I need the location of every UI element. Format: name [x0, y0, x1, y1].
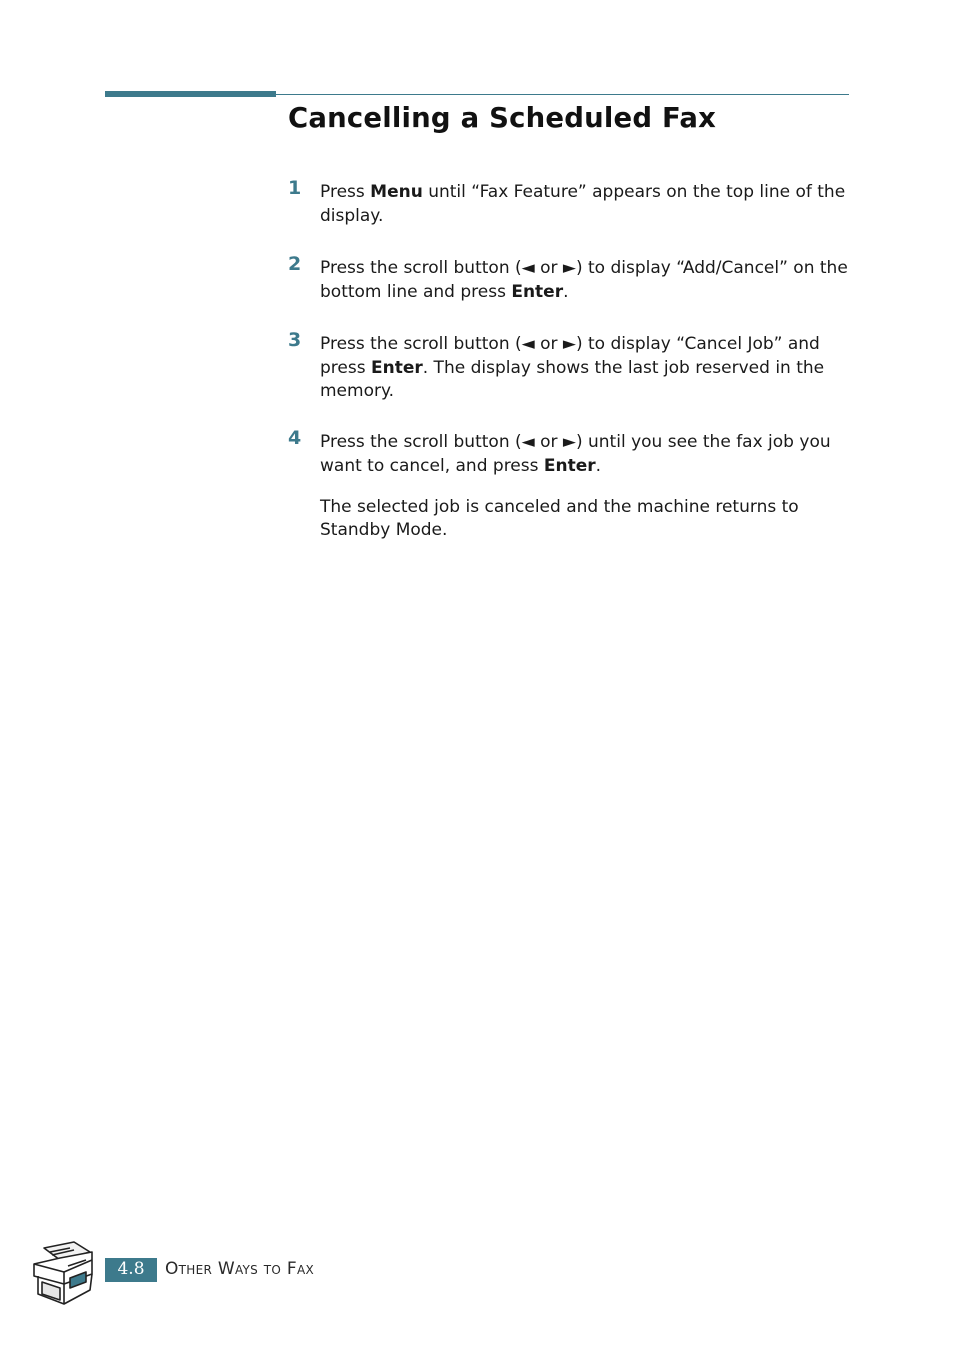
page-number: 4.8 — [105, 1258, 157, 1282]
chapter-title: Other Ways to Fax — [165, 1259, 314, 1279]
header-rule-thick — [105, 91, 276, 97]
step-number: 1 — [288, 177, 302, 199]
step-4 — [288, 427, 853, 478]
step-number: 3 — [288, 329, 302, 351]
step-text: Press the scroll button (◄ or ►) to display “Cancel Job” and press Enter. The display shows the last job reserved in the memory. — [320, 334, 825, 401]
step-text: Press Menu until “Fax Feature” appears on the top line of the display. — [320, 182, 846, 226]
fax-machine-icon — [30, 1238, 96, 1306]
step-3 — [288, 329, 853, 404]
step-text: Press the scroll button (◄ or ►) until you see the fax job you want to cancel, and press Enter. — [320, 432, 831, 476]
step-text: Press the scroll button (◄ or ►) to display “Add/Cancel” on the bottom line and press Enter. — [320, 258, 848, 302]
enter-key-label: Enter — [543, 455, 596, 476]
result-note: The selected job is canceled and the machine returns to Standby Mode. — [320, 497, 799, 540]
enter-key-label: Enter — [370, 357, 423, 378]
step-1 — [288, 177, 853, 228]
enter-key-label: Enter — [511, 281, 564, 302]
page-title: Cancelling a Scheduled Fax — [288, 102, 717, 134]
step-number: 2 — [288, 253, 302, 275]
header-rule-thin — [276, 94, 849, 95]
step-2 — [288, 253, 853, 304]
step-number: 4 — [288, 427, 302, 449]
menu-key-label: Menu — [370, 182, 423, 202]
